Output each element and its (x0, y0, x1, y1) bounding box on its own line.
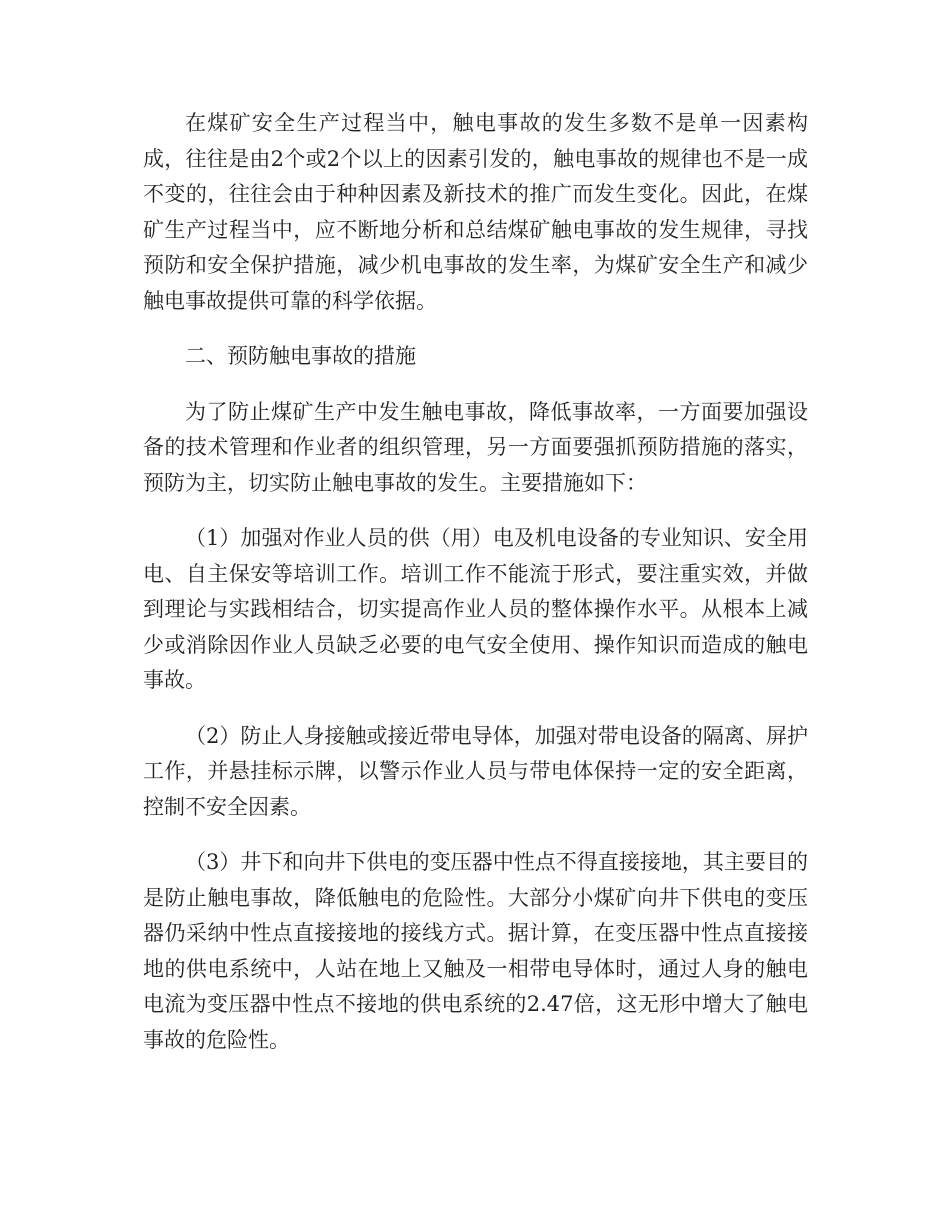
section-heading: 二、预防触电事故的措施 (185, 344, 416, 368)
paragraph-measure-2: （2）防止人身接触或接近带电导体，加强对带电设备的隔离、屏护工作，并悬挂标示牌，以警示作业人员与带电体保持一定的安全距离，控制不安全因素。 (143, 723, 808, 819)
paragraph-gap (143, 825, 808, 845)
paragraph-gap (143, 699, 808, 719)
paragraph-measure-1: （1）加强对作业人员的供（用）电及机电设备的专业知识、安全用电、自主保安等培训工作。培训工作不能流于形式，要注重实效，并做到理论与实践相结合，切实提高作业人员的整体操作水平。从根本上减少或消除因作业人员缺乏必要的电气安全使用、操作知识而造成的触电事故。 (143, 526, 808, 692)
paragraph-intro: 在煤矿安全生产过程当中，触电事故的发生多数不是单一因素构成，往往是由2个或2个以上的因素引发的，触电事故的规律也不是一成不变的，往往会由于种种因素及新技术的推广而发生变化。因此，在煤矿生产过程当中，应不断地分析和总结煤矿触电事故的发生规律，寻找预防和安全保护措施，减少机电事故的发生率，为煤矿安全生产和减少触电事故提供可靠的科学依据。 (143, 111, 808, 313)
paragraph-gap (143, 375, 808, 395)
paragraph-measures-intro: 为了防止煤矿生产中发生触电事故，降低事故率，一方面要加强设备的技术管理和作业者的组织管理，另一方面要强抓预防措施的落实，预防为主，切实防止触电事故的发生。主要措施如下： (143, 399, 808, 495)
document-body (143, 106, 808, 1058)
paragraph-gap (143, 319, 808, 339)
paragraph-gap (143, 501, 808, 521)
paragraph-measure-3: （3）井下和向井下供电的变压器中性点不得直接接地，其主要目的是防止触电事故，降低触电的危险性。大部分小煤矿向井下供电的变压器仍采纳中性点直接接地的接线方式。据计算，在变压器中性点直接接地的供电系统中，人站在地上又触及一相带电导体时，通过人身的触电电流为变压器中性点不接地的供电系统的2.47倍，这无形中增大了触电事故的危险性。 (143, 850, 808, 1052)
